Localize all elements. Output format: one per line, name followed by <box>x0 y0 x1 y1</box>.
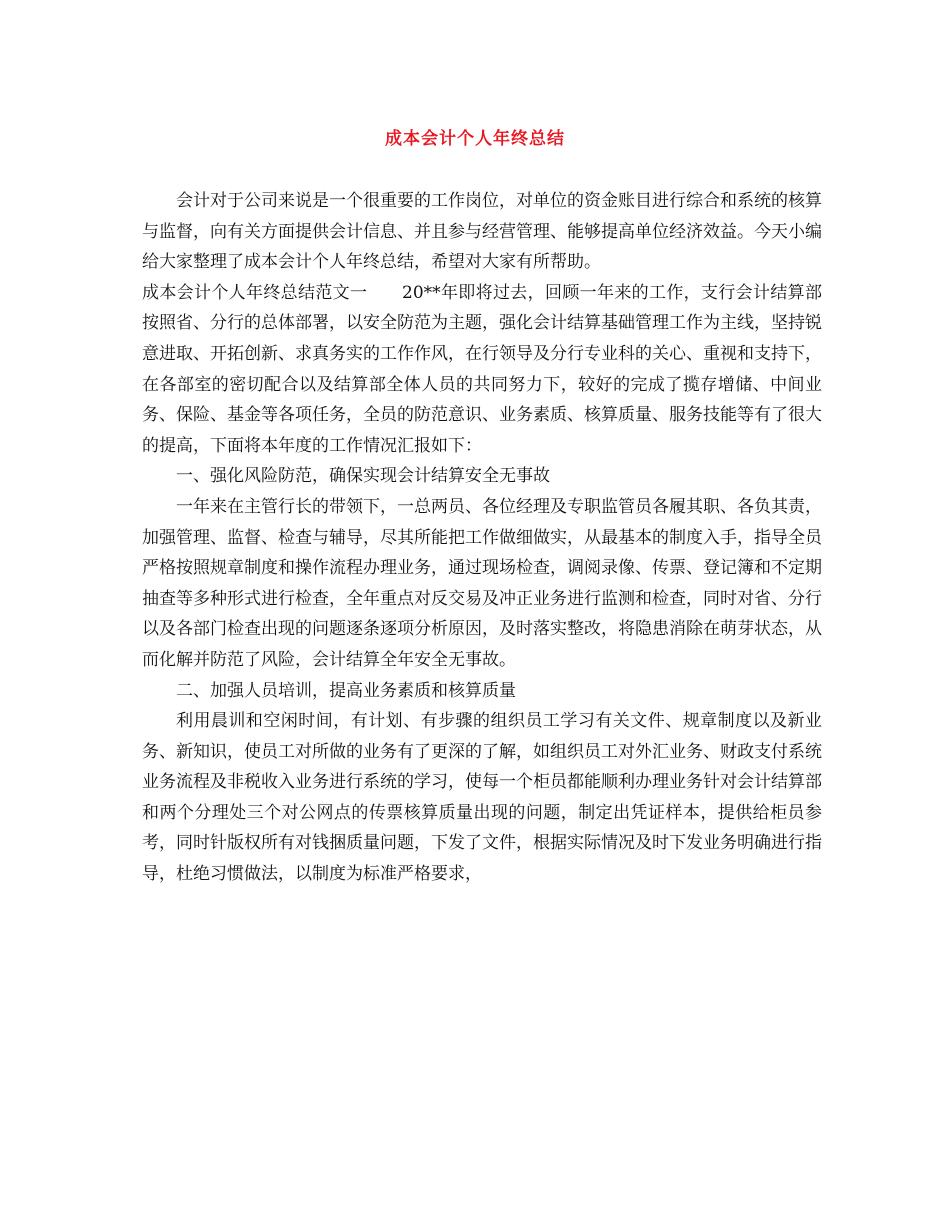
section-heading-1: 一、强化风险防范，确保实现会计结算安全无事故 <box>176 466 550 487</box>
section-heading-2: 二、加强人员培训，提高业务素质和核算质量 <box>176 680 516 701</box>
sample-intro-paragraph: 成本会计个人年终总结范文一 20**年即将过去，回顾一年来的工作，支行会计结算部按照省、分行的总体部署，以安全防范为主题，强化会计结算基础管理工作为主线，坚持锐意进取、开拓创新、求真务实的工作作风，在行领导及分行专业科的关心、重视和支持下，在各部室的密切配合以及结算部全体人员的共同努力下，较好的完成了揽存增储、中间业务、保险、基金等各项任务，全员的防范意识、业务素质、核算质量、服务技能等有了很大的提高，下面将本年度的工作情况汇报如下： <box>142 282 822 456</box>
section-1-paragraph: 一年来在主管行长的带领下，一总两员、各位经理及专职监管员各履其职、各负其责，加强管理、监督、检查与辅导，尽其所能把工作做细做实，从最基本的制度入手，指导全员严格按照规章制度和操作流程办理业务，通过现场检查，调阅录像、传票、登记簿和不定期抽查等多种形式进行检查，全年重点对反交易及冲正业务进行监测和检查，同时对省、分行以及各部门检查出现的问题逐条逐项分析原因，及时落实整改，将隐患消除在萌芽状态，从而化解并防范了风险，会计结算全年安全无事故。 <box>142 496 822 670</box>
intro-paragraph: 会计对于公司来说是一个很重要的工作岗位，对单位的资金账目进行综合和系统的核算与监督，向有关方面提供会计信息、并且参与经营管理、能够提高单位经济效益。今天小编给大家整理了成本会计个人年终总结，希望对大家有所帮助。 <box>142 191 822 273</box>
document-body <box>142 186 822 890</box>
document-title: 成本会计个人年终总结 <box>385 129 565 149</box>
section-2-paragraph: 利用晨训和空闲时间，有计划、有步骤的组织员工学习有关文件、规章制度以及新业务、新知识，使员工对所做的业务有了更深的了解，如组织员工对外汇业务、财政支付系统业务流程及非税收入业务进行系统的学习，使每一个柜员都能顺利办理业务针对会计结算部和两个分理处三个对公网点的传票核算质量出现的问题，制定出凭证样本，提供给柜员参考，同时针版权所有对钱捆质量问题，下发了文件，根据实际情况及时下发业务明确进行指导，杜绝习惯做法，以制度为标准严格要求， <box>142 711 822 885</box>
